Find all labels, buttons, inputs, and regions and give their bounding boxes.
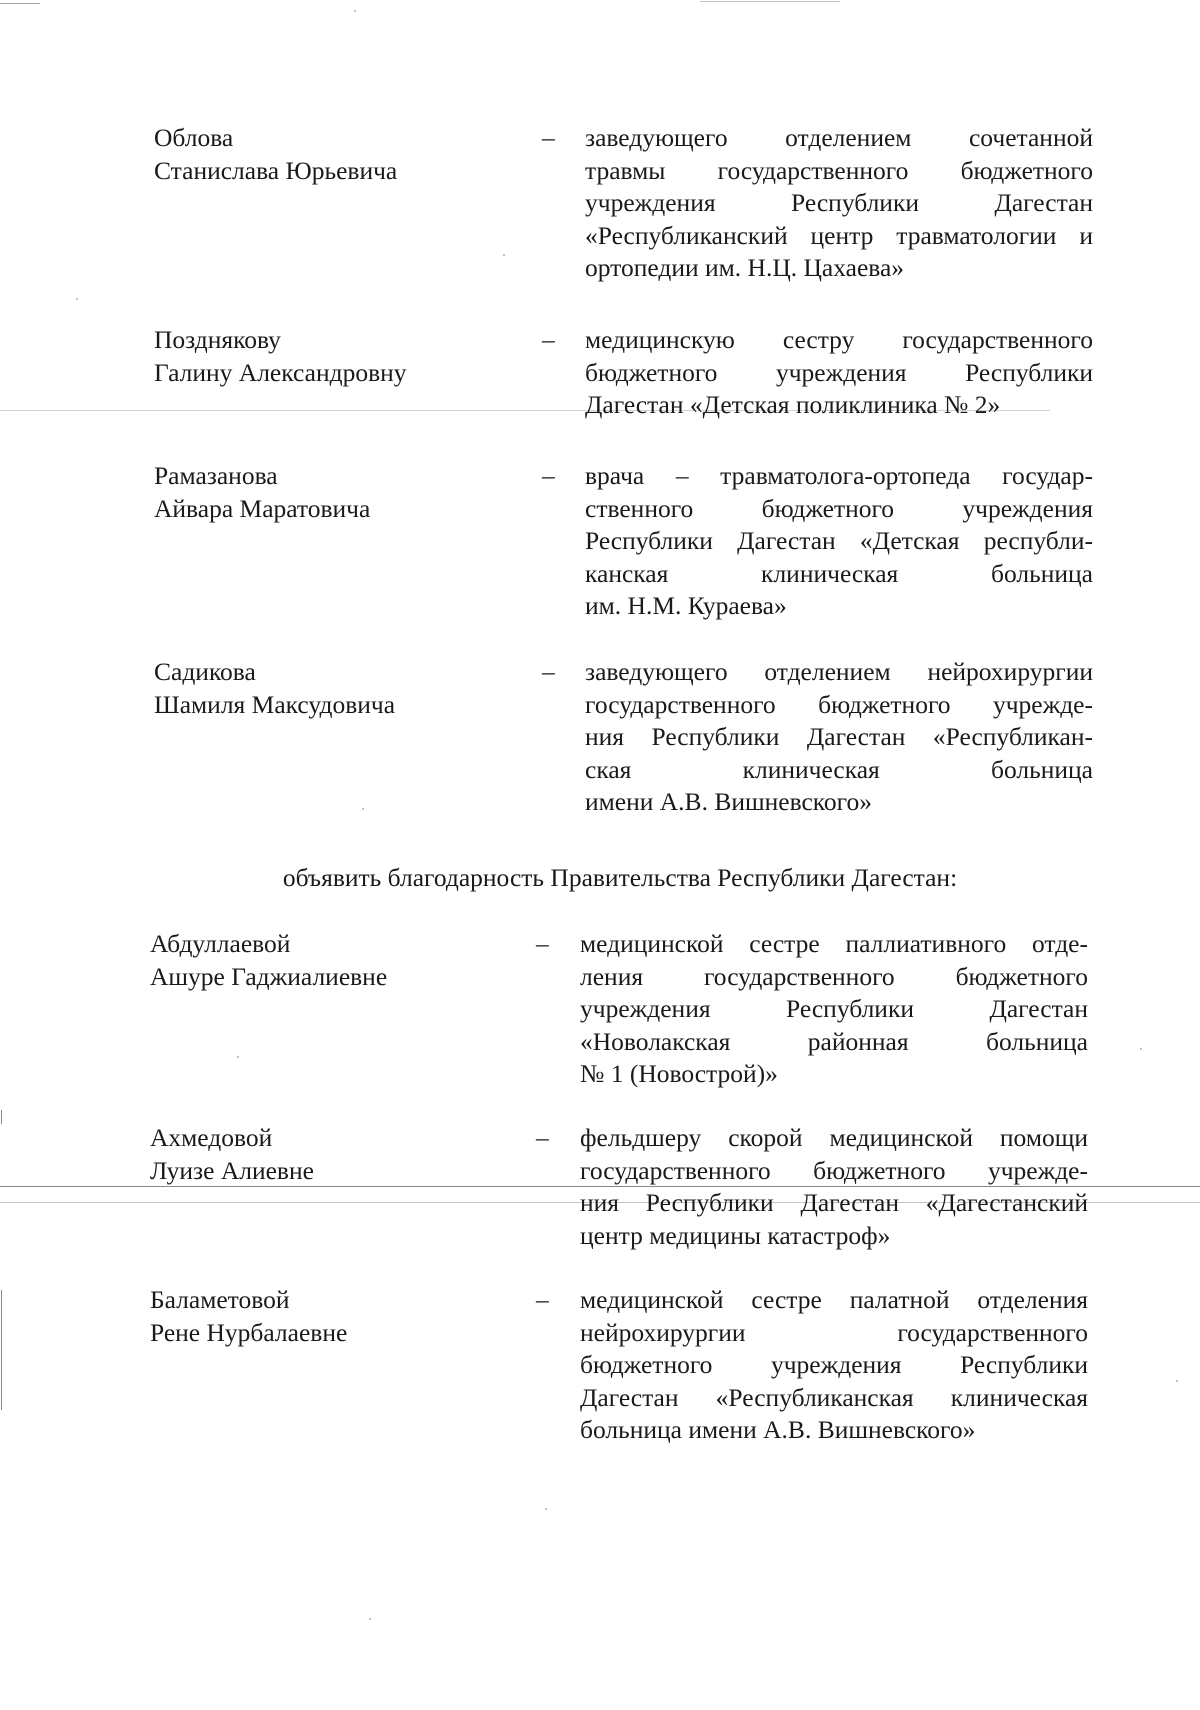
person-name <box>154 324 514 389</box>
description-line: № 1 (Новострой)» <box>580 1059 778 1088</box>
description-line: больница имени А.В. Вишневского» <box>580 1415 976 1444</box>
description-line: «Новолакская районная больница <box>580 1026 1088 1056</box>
description-line: фельдшеру скорой медицинской помощи <box>580 1123 1088 1152</box>
description-line: канская клиническая больница <box>585 558 1093 588</box>
description-line: учреждения Республики Дагестан <box>580 994 1088 1023</box>
position-description <box>585 122 1093 285</box>
scan-artifact-dot <box>354 10 356 12</box>
given-names: Рене Нурбалаевне <box>150 1317 348 1347</box>
description-line: нейрохирургии государственного <box>580 1317 1088 1347</box>
surname: Рамазанова <box>154 461 278 490</box>
description-line: ления государственного бюджетного <box>580 961 1088 991</box>
given-names: Айвара Маратовича <box>154 493 371 523</box>
dash-separator: – <box>542 461 555 490</box>
scan-artifact-line <box>0 3 40 4</box>
description-line: заведующего отделением сочетанной <box>585 123 1093 152</box>
position-description <box>585 656 1093 819</box>
description-line: Дагестан «Детская поликлиника № 2» <box>585 390 1001 419</box>
description-line: медицинскую сестру государственного <box>585 325 1093 354</box>
description-line: ственного бюджетного учреждения <box>585 493 1093 523</box>
surname: Баламетовой <box>150 1285 290 1314</box>
description-line: Республики Дагестан «Детская республи- <box>585 526 1093 555</box>
surname: Ахмедовой <box>150 1123 273 1152</box>
position-description <box>580 1122 1088 1252</box>
scan-artifact-dot <box>76 298 78 300</box>
description-line: медицинской сестре паллиативного отде- <box>580 929 1088 958</box>
surname: Облова <box>154 123 234 152</box>
given-names: Ашуре Гаджиалиевне <box>150 961 388 991</box>
description-line: центр медицины катастроф» <box>580 1220 891 1250</box>
dash-separator: – <box>536 1123 549 1152</box>
person-name <box>154 460 514 525</box>
surname: Садикова <box>154 657 256 686</box>
description-line: государственного бюджетного учрежде- <box>585 689 1093 719</box>
scan-artifact-dot <box>369 1618 371 1620</box>
person-name <box>150 928 510 993</box>
given-names: Станислава Юрьевича <box>154 155 398 185</box>
position-description <box>585 324 1093 422</box>
description-line: ская клиническая больница <box>585 754 1093 784</box>
person-name <box>154 656 514 721</box>
scan-artifact-dot <box>1176 1380 1178 1382</box>
description-line: травмы государственного бюджетного <box>585 155 1093 185</box>
dash-separator: – <box>542 325 555 354</box>
scan-artifact-dot <box>362 808 364 810</box>
dash-separator: – <box>536 929 549 958</box>
description-line: ния Республики Дагестан «Дагестанский <box>580 1188 1088 1217</box>
description-line: «Республиканский центр травматологии и <box>585 220 1093 250</box>
given-names: Луизе Алиевне <box>150 1155 314 1185</box>
description-line: медицинской сестре палатной отделения <box>580 1285 1088 1314</box>
position-description <box>580 928 1088 1091</box>
description-line: государственного бюджетного учрежде- <box>580 1155 1088 1185</box>
scan-artifact-edge <box>1 1110 2 1124</box>
person-name <box>150 1122 510 1187</box>
section-heading: объявить благодарность Правительства Республики Дагестан: <box>282 863 958 892</box>
description-line: бюджетного учреждения Республики <box>580 1350 1088 1379</box>
description-line: имени А.В. Вишневского» <box>585 787 872 816</box>
description-line: заведующего отделением нейрохирургии <box>585 657 1093 686</box>
position-description <box>580 1284 1088 1447</box>
position-description <box>585 460 1093 623</box>
dash-separator: – <box>542 657 555 686</box>
scan-artifact-dot <box>1140 1048 1142 1050</box>
description-line: им. Н.М. Кураева» <box>585 591 787 620</box>
person-name <box>150 1284 510 1349</box>
scan-artifact-dot <box>237 1056 239 1058</box>
surname: Позднякову <box>154 325 281 354</box>
description-line: бюджетного учреждения Республики <box>585 357 1093 387</box>
given-names: Галину Александровну <box>154 357 407 387</box>
description-line: врача – травматолога-ортопеда государ- <box>585 461 1093 490</box>
surname: Абдуллаевой <box>150 929 291 958</box>
description-line: учреждения Республики Дагестан <box>585 188 1093 217</box>
scan-artifact-edge <box>1 1290 2 1410</box>
description-line: ния Республики Дагестан «Республикан- <box>585 722 1093 751</box>
person-name <box>154 122 514 187</box>
scan-artifact-dot <box>545 1508 547 1510</box>
description-line: ортопедии им. Н.Ц. Цахаева» <box>585 253 905 282</box>
dash-separator: – <box>536 1285 549 1314</box>
description-line: Дагестан «Республиканская клиническая <box>580 1382 1088 1412</box>
scan-artifact-dot <box>503 254 505 256</box>
scan-artifact-line <box>700 1 840 2</box>
given-names: Шамиля Максудовича <box>154 689 396 719</box>
dash-separator: – <box>542 123 555 152</box>
